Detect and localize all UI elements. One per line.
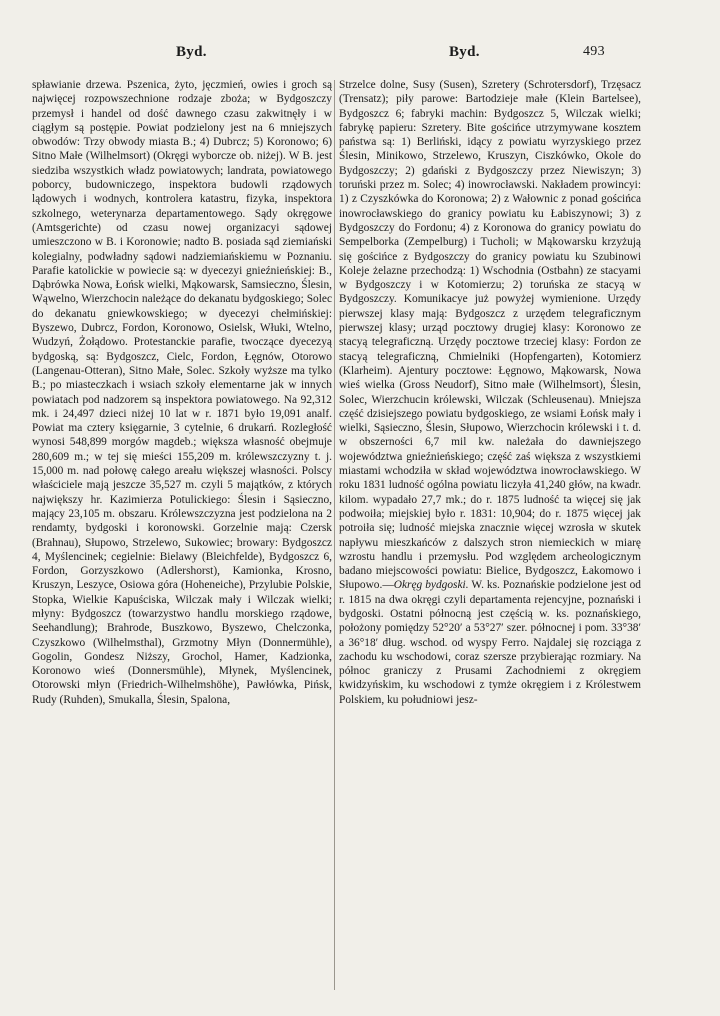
page-number: 493 — [583, 44, 605, 59]
text-column-right — [339, 78, 641, 993]
left-column-text: spławianie drzewa. Pszenica, żyto, jęczmień, owies i groch są najwięcej rozpowszechnione rodzaje zboża; w Bydgoszczy przemysł i handel od dość dawnego czasu zakwitnęły i w ciągłym są postępie. Powiat podzielony jest na 6 mniejszych obwodów: Trzy obwody miasta B.; 4) Dubrcz; 5) Koronowo; 6) Sitno Małe (Wilhelmsort) (Okręgi wyborcze ob. niżej). W B. jest siedziba wszystkich władz powiatowych; landrata, powiatowego poborcy, budowniczego, inspektora budowli rządowych lądowych i wodnych, kontrolera katastru, fizyka, inspektora szkolnego, weterynarza departamentowego. Sądy okręgowe (Amtsgerichte) od czasu nowej organizacyi sądowej umieszczono w B. i Koronowie; nadto B. posiada sąd ziemiański kolegialny, podwładny sądowi nadziemiańskiemu w Poznaniu. Parafie katolickie w powiecie są: w dyecezyi gnieźnieńskiej: B., Dąbrówka Nowa, Łońsk wielki, Mąkowarsk, Samsieczno, Ślesin, Wąwelno, Wierzchocin należące do dekanatu bydgoskiego; Solec do dekanatu gniewkowskiego; w dyecezyi chełmińskiej: Byszewo, Dubrcz, Fordon, Koronowo, Osielsk, Włuki, Wtelno, Wudzyń, Żołądowo. Protestanckie parafie, twoczące dyecezyą bydgoską, są: Bydgoszcz, Cielc, Fordon, Łęgnów, Otorowo (Langenau-Otteran), Sitno Małe, Solec. Szkoły wyższe ma tylko B.; po miasteczkach i wsiach szkoły elementarne jak w innych powiatach pod nadzorem są inspektora powiatowego. Na 92,312 mk. i 24,497 dzieci niżej 10 lat w r. 1871 było 19,091 analf. Powiat ma cztery księgarnie, 3 cytelnie, 6 drukarń. Rozległość wynosi 548,899 morgów magdeb.; większa własność obejmuje 280,609 m.; w tej się mieści 155,209 m. królewszczyzny t. j. 15,000 m. nad połowę całego areału większej własności. Polscy właściciele mają jeszcze 35,527 m. czyli 5 majątków, z których największy hr. Kazimierza Potulickiego: Ślesin i Sąsieczno, mający 23,105 m. obszaru. Królewszczyzna jest podzielona na 2 rendamty, bydgoski i koronowski. Gorzelnie mają: Czersk (Brahnau), Słupowo, Strzelewo, Sukowiec; browary: Bydgoszcz 4, Myślencinek; cegielnie: Bielawy (Bleichfelde), Bydgoszcz 6, Fordon, Gorzyszkowo (Adlershorst), Kamionka, Krosno, Kruszyn, Leszyce, Osiowa góra (Hoheneiche), Przylubie Polskie, Stopka, Wielkie Kapuściska, Wilczak mały i Wilczak wielki; młyny: Bydgoszcz (towarzystwo handlu morskiego rządowe, Seehandlung); Brahrode, Buszkowo, Byszewo, Chelczonka, Czyszkowo (Wilhelmsthal), Grzmotny Młyn (Donnermühle), Gogolin, Gondesz Niższy, Grochol, Hamer, Kadzionka, Koronowo wieś (Donnersmühle), Młynek, Myślencinek, Otorowski młyn (Friedrich-Wilhelmshöhe), Pawłówka, Pińsk, Rudy (Ruhden), Smukalla, Ślesin, Spalona, — [32, 79, 332, 706]
right-column-text-part1: Strzelce dolne, Susy (Susen), Szretery (Schrotersdorf), Trzęsacz (Trensatz); piły parowe: Bartodzieje małe (Klein Bartelsee), Bydgoszcz 6; fabryki machin: Bydgoszcz 5, Wilczak wielki; fabrykę papieru: Szretery. Bite gościńce utrzymywane kosztem państwa są: 1) Berliński, idący z powiatu wyrzyskiego przez Ślesin, Minikowo, Strzelewo, Kruszyn, Ciszkówko, Okole do Bydgoszczy; 2) gdański z Bydgoszczy przez Niewiszyn; 3) toruński przez m. Solec; 4) inowrocławski. Nakładem prowincyi: 1) z Czyszkówka do Koronowa; 2) z Wałownic z ponad gościńca inowrocławskiego do granicy powiatu ku Łabiszynowi; 3) z Bydgoszczy do Fordonu; 4) z Koronowa do granicy powiatu do Sempelborka (Zempelburg) i Tucholi; w Mąkowarsku krzyżują się gościńce z Bydgoszczy do granicy powiatu ku Szubinowi Koleje żelazne przechodzą: 1) Wschodnia (Ostbahn) ze stacyami w Bydgoszczy i w Kotomierzu; 2) toruńska ze stacyą w Bydgoszczy. Komunikacye już powyżej wymienione. Urzędy pierwszej klasy mają: Bydgoszcz z urzędem telegraficznym pierwszej klasy; urząd pocztowy drugiej klasy: Koronowo ze stacyą telegraficzną. Urzędy pocztowe trzeciej klasy: Fordon ze stacyą telegraficzną, Chmielniki (Hopfengarten), Kotomierz (Klarheim). Ajentury pocztowe: Łęgnowo, Mąkowarsk, Nowa wieś wielka (Gross Neudorf), Sitno małe (Wilhelmsort), Ślesin, Solec, Wierzchucin królewski, Wilczak (Schleusenau). Mniejsza część dzisiejszego powiatu bydgoskiego, ze wsiami Łońsk mały i wielki, Sąsieczno, Ślesin, Słupowo, Wierzchocin królewski i t. d. w obszerności 6,7 mil kw. należała do dawniejszego województwa gnieźnieńskiego; część zaś większa z wszystkiemi miastami wchodziła w skład województwa inowrocławskiego. W roku 1831 ludność ogólna powiatu liczyła 41,240 głów, na kwadr. kilom. wypadało 27,7 mk.; do r. 1875 ludność ta więcej się jak podwoiła; miejskiej było r. 1831: 10,904; do r. 1875 więcej jak potroiła się; ludność miejska znacznie więcej wzrosła w skutek napływu mieszkańców z dalszych stron niemieckich w miarę wzrostu handlu i przemysłu. Pod względem archeologicznym badano miejscowości powiatu: Bielice, Bydgoszcz, Łakomowo i Słupowo.— — [339, 79, 641, 592]
text-column-left — [32, 78, 332, 993]
column-divider — [334, 80, 335, 990]
okreg-bydgoski-heading: Okręg bydgoski. — [393, 579, 469, 592]
right-column-paragraph — [339, 78, 641, 707]
running-header-left: Byd. — [176, 44, 207, 60]
running-header-center: Byd. — [449, 44, 480, 60]
right-column-text-part2: W. ks. Poznańskie podzielone jest od r. 1815 na dwa okręgi czyli departamenta rejencyjne, poznański i bydgoski. Ostatni północną jest częścią w. ks. poznańskiego, położony pomiędzy 52°20′ a 53°27′ szer. północnej i pom. 33°38′ a 36°18′ dług. wschod. od wyspy Ferro. Najdalej się rozciąga z zachodu ku wschodowi, coraz szersze przybierając rozmiary. Na północ graniczy z Prusami Zachodniemi z okręgiem kwidzyńskim, ku wschodowi z tymże okręgiem i z Królestwem Polskiem, ku południowi jesz- — [339, 579, 641, 706]
